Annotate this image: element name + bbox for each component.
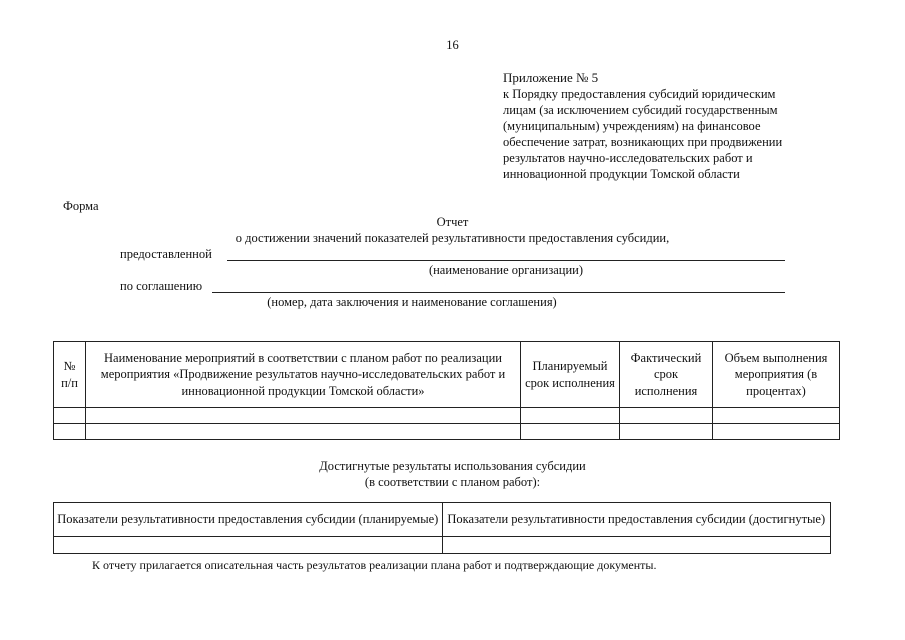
table-header-row (54, 503, 831, 537)
col-planned-date-header: Планируемый срок исполнения (521, 342, 620, 408)
table-cell[interactable] (620, 408, 713, 424)
table-row (54, 408, 840, 424)
results-title: Достигнутые результаты использования субсидии (319, 459, 586, 473)
appendix-line: лицам (за исключением субсидий государственным (503, 103, 778, 117)
form-label: Форма (63, 199, 99, 213)
col-volume-header: Объем выполнения мероприятия (в процентах) (713, 342, 840, 408)
table-header-row (54, 342, 840, 408)
planned-indicators-header: Показатели результативности предоставления субсидии (планируемые) (54, 503, 443, 537)
table-cell[interactable] (521, 424, 620, 440)
table-cell[interactable] (54, 408, 86, 424)
indicators-table (53, 502, 831, 554)
table-row (54, 424, 840, 440)
agreement-label: по соглашению (120, 279, 203, 293)
col-number-header: № п/п (54, 342, 86, 408)
appendix-line: к Порядку предоставления субсидий юридическим (503, 87, 776, 101)
table-cell[interactable] (442, 537, 831, 554)
table-cell[interactable] (54, 424, 86, 440)
report-subtitle: о достижении значений показателей результативности предоставления субсидии, (235, 231, 670, 245)
agreement-hint: (номер, дата заключения и наименование соглашения) (267, 295, 557, 309)
col-activity-header: Наименование мероприятий в соответствии с планом работ по реализации мероприятия «Продвижение результатов научно-исследовательских работ и инновационной продукции Томской области» (86, 342, 521, 408)
appendix-line: инновационной продукции Томской области (503, 167, 740, 181)
table-cell[interactable] (620, 424, 713, 440)
table-row (54, 537, 831, 554)
table-cell[interactable] (54, 537, 443, 554)
footer-note: К отчету прилагается описательная часть результатов реализации плана работ и подтверждающие документы. (92, 558, 657, 572)
activities-table (53, 341, 840, 440)
table-cell[interactable] (713, 408, 840, 424)
table-cell[interactable] (713, 424, 840, 440)
agreement-line[interactable] (212, 279, 785, 293)
table-cell[interactable] (86, 408, 521, 424)
appendix-line: (муниципальным) учреждениям) на финансовое (503, 119, 761, 133)
appendix-line: обеспечение затрат, возникающих при продвижении (503, 135, 783, 149)
results-subtitle: (в соответствии с планом работ): (364, 475, 541, 489)
table-cell[interactable] (521, 408, 620, 424)
appendix-line: результатов научно-исследовательских работ и (503, 151, 753, 165)
col-actual-date-header: Фактический срок исполнения (620, 342, 713, 408)
table-cell[interactable] (86, 424, 521, 440)
provided-label: предоставленной (120, 247, 212, 261)
page-number: 16 (446, 38, 459, 52)
report-title: Отчет (436, 215, 469, 229)
organization-name-line[interactable] (227, 247, 785, 261)
achieved-indicators-header: Показатели результативности предоставления субсидии (достигнутые) (442, 503, 831, 537)
organization-hint: (наименование организации) (428, 263, 584, 277)
appendix-block (503, 70, 843, 182)
appendix-title: Приложение № 5 (503, 70, 599, 85)
